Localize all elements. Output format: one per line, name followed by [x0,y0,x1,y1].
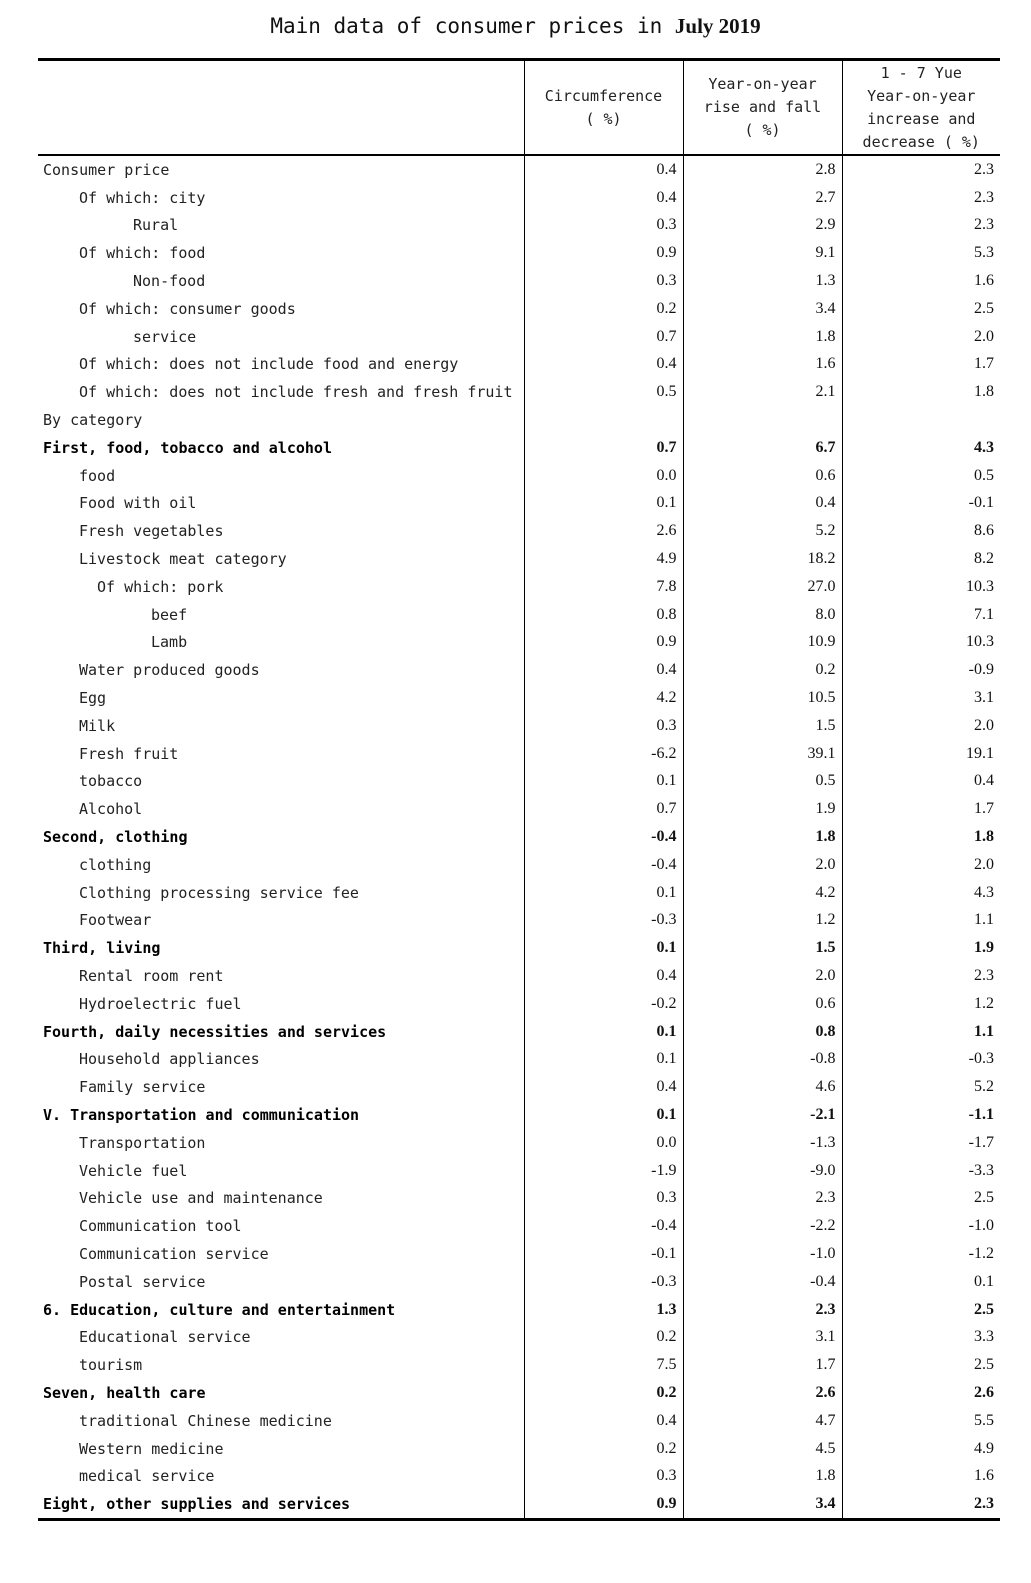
cell-month-on-month: 0.4 [524,351,683,379]
cell-month-on-month: 0.3 [524,712,683,740]
table-row [38,1184,1000,1212]
table-row [38,629,1000,657]
cell-year-on-year: 2.0 [683,962,842,990]
cell-year-on-year: 0.5 [683,768,842,796]
cell-ytd-year-on-year: 0.1 [842,1268,1000,1296]
cell-ytd-year-on-year: -3.3 [842,1157,1000,1185]
cell-year-on-year: 2.0 [683,851,842,879]
cell-month-on-month: 0.7 [524,323,683,351]
cell-ytd-year-on-year: 2.5 [842,1296,1000,1324]
table-row [38,656,1000,684]
header-year-on-year [683,60,842,156]
row-label: Non-food [133,272,206,291]
cell-month-on-month: 0.1 [524,490,683,518]
row-label: medical service [79,1467,215,1486]
cell-ytd-year-on-year: 5.2 [842,1073,1000,1101]
cell-year-on-year: 39.1 [683,740,842,768]
row-label: service [133,327,197,346]
row-label: Milk [79,716,116,735]
cell-year-on-year [683,406,842,434]
cell-year-on-year: 10.5 [683,684,842,712]
row-label: 6. Education, culture and entertainment [43,1300,396,1319]
cell-month-on-month: 0.2 [524,295,683,323]
cell-year-on-year: 0.4 [683,490,842,518]
cell-year-on-year: 4.5 [683,1435,842,1463]
cell-year-on-year: 5.2 [683,517,842,545]
header-line: ( %) [744,121,781,139]
cell-ytd-year-on-year: -1.1 [842,1101,1000,1129]
row-label: Second, clothing [43,828,188,847]
cell-year-on-year: 27.0 [683,573,842,601]
row-label: Communication tool [79,1217,242,1236]
cell-year-on-year: 3.1 [683,1323,842,1351]
table-row [38,990,1000,1018]
table-row [38,323,1000,351]
cell-year-on-year: 2.1 [683,378,842,406]
row-label: First, food, tobacco and alcohol [43,438,332,457]
table-row [38,1046,1000,1074]
cell-ytd-year-on-year: -1.7 [842,1129,1000,1157]
table-row [38,851,1000,879]
cell-ytd-year-on-year: -1.0 [842,1212,1000,1240]
table-row [38,1407,1000,1435]
cell-year-on-year: -9.0 [683,1157,842,1185]
table-row [38,490,1000,518]
cell-month-on-month: -0.4 [524,823,683,851]
cell-month-on-month: 0.7 [524,434,683,462]
cell-ytd-year-on-year: 2.0 [842,323,1000,351]
row-label: Third, living [43,939,161,958]
header-jan-jul [842,60,1000,156]
row-label: Egg [79,689,107,708]
cell-year-on-year: 1.8 [683,823,842,851]
cell-ytd-year-on-year: 4.9 [842,1435,1000,1463]
cell-month-on-month: 0.5 [524,378,683,406]
header-line: Year-on-year [867,86,976,105]
cell-month-on-month: 0.1 [524,1046,683,1074]
header-line: Year-on-year [708,75,817,93]
cell-ytd-year-on-year: 3.3 [842,1323,1000,1351]
cell-month-on-month: 0.4 [524,656,683,684]
cell-ytd-year-on-year: 0.4 [842,768,1000,796]
table-row [38,934,1000,962]
cell-month-on-month: 0.3 [524,212,683,240]
cell-ytd-year-on-year: 2.3 [842,155,1000,184]
table-row [38,795,1000,823]
cell-ytd-year-on-year: -1.2 [842,1240,1000,1268]
cell-year-on-year: -1.3 [683,1129,842,1157]
cell-ytd-year-on-year: 1.6 [842,267,1000,295]
row-label: Of which: does not include fresh and fresh fruit [79,383,513,402]
row-label: Fresh vegetables [79,522,224,541]
row-label: Livestock meat category [79,550,287,569]
row-label: Footwear [79,911,152,930]
cell-month-on-month: -6.2 [524,740,683,768]
cell-ytd-year-on-year: 1.2 [842,990,1000,1018]
table-row [38,1268,1000,1296]
cell-ytd-year-on-year: 5.3 [842,239,1000,267]
table-row [38,434,1000,462]
cell-ytd-year-on-year: 4.3 [842,879,1000,907]
cell-ytd-year-on-year: 2.3 [842,962,1000,990]
cell-ytd-year-on-year: 1.1 [842,1018,1000,1046]
row-label: Lamb [151,633,188,652]
table-row [38,1323,1000,1351]
cell-year-on-year: -0.4 [683,1268,842,1296]
cell-ytd-year-on-year: 10.3 [842,629,1000,657]
table-row [38,267,1000,295]
cell-ytd-year-on-year: 2.3 [842,212,1000,240]
table-row [38,155,1000,184]
cell-month-on-month: 0.7 [524,795,683,823]
row-label: Household appliances [79,1050,260,1069]
cell-ytd-year-on-year: 1.6 [842,1462,1000,1490]
table-row [38,462,1000,490]
cell-ytd-year-on-year: 2.0 [842,712,1000,740]
row-label: Of which: does not include food and energy [79,355,459,374]
table-row [38,712,1000,740]
cell-month-on-month [524,406,683,434]
table-row [38,1240,1000,1268]
cell-month-on-month: 0.4 [524,1073,683,1101]
header-line: increase and [867,109,976,128]
row-label: Transportation [79,1133,206,1152]
cell-month-on-month: 0.9 [524,629,683,657]
cell-ytd-year-on-year: 1.8 [842,378,1000,406]
row-label: Of which: consumer goods [79,299,296,318]
cell-month-on-month: 0.0 [524,462,683,490]
row-label: By category [43,411,143,430]
cell-year-on-year: 0.2 [683,656,842,684]
title-emphasis: July 2019 [674,14,761,38]
row-label: traditional Chinese medicine [79,1411,332,1430]
header-line: rise and fall [703,98,822,116]
page-title [0,14,1031,39]
cell-ytd-year-on-year: 2.0 [842,851,1000,879]
cell-year-on-year: 2.8 [683,155,842,184]
cell-year-on-year: 1.2 [683,907,842,935]
row-label: Hydroelectric fuel [79,994,242,1013]
row-label: Clothing processing service fee [79,883,359,902]
table-row [38,239,1000,267]
cell-ytd-year-on-year: 7.1 [842,601,1000,629]
row-label: V. Transportation and communication [43,1105,360,1124]
cell-month-on-month: 4.2 [524,684,683,712]
cell-year-on-year: 2.6 [683,1379,842,1407]
table-row [38,1212,1000,1240]
cell-ytd-year-on-year: 2.5 [842,1351,1000,1379]
table-row [38,879,1000,907]
cell-ytd-year-on-year: 1.8 [842,823,1000,851]
cell-month-on-month: 0.8 [524,601,683,629]
table-row [38,184,1000,212]
cell-year-on-year: 1.3 [683,267,842,295]
cell-ytd-year-on-year: -0.9 [842,656,1000,684]
cell-ytd-year-on-year: 1.7 [842,351,1000,379]
cell-ytd-year-on-year: -0.1 [842,490,1000,518]
cell-ytd-year-on-year: 3.1 [842,684,1000,712]
cell-ytd-year-on-year: 1.7 [842,795,1000,823]
cell-year-on-year: 18.2 [683,545,842,573]
cell-year-on-year: 8.0 [683,601,842,629]
row-label: Postal service [79,1272,206,1291]
row-label: beef [151,605,188,624]
cell-month-on-month: 0.1 [524,1101,683,1129]
cell-ytd-year-on-year: 4.3 [842,434,1000,462]
cell-year-on-year: 1.8 [683,1462,842,1490]
row-label: Fourth, daily necessities and services [43,1022,387,1041]
row-label: tourism [79,1356,143,1375]
cell-month-on-month: 0.9 [524,1490,683,1519]
cell-month-on-month: -0.3 [524,907,683,935]
cell-ytd-year-on-year: 2.5 [842,295,1000,323]
header-circumference [524,60,683,156]
header-line: ( %) [585,109,622,128]
cell-month-on-month: 0.3 [524,1184,683,1212]
cell-month-on-month: 0.4 [524,1407,683,1435]
cell-year-on-year: 2.7 [683,184,842,212]
cell-year-on-year: 2.3 [683,1296,842,1324]
table-row [38,1296,1000,1324]
row-label: Rural [133,216,179,235]
row-label: clothing [79,855,152,874]
table-row [38,1351,1000,1379]
cell-year-on-year: -0.8 [683,1046,842,1074]
table-row [38,1435,1000,1463]
table-row [38,517,1000,545]
cell-month-on-month: 0.2 [524,1435,683,1463]
cell-month-on-month: 0.1 [524,1018,683,1046]
cell-ytd-year-on-year: 10.3 [842,573,1000,601]
cell-month-on-month: 0.1 [524,879,683,907]
cell-month-on-month: 0.4 [524,184,683,212]
cell-ytd-year-on-year: 2.5 [842,1184,1000,1212]
cell-month-on-month: 7.8 [524,573,683,601]
row-label: Vehicle use and maintenance [79,1189,323,1208]
row-label: Of which: food [79,244,206,263]
cell-month-on-month: 0.9 [524,239,683,267]
table-row [38,740,1000,768]
row-label: Water produced goods [79,661,260,680]
table-row [38,1490,1000,1519]
cell-month-on-month: -0.3 [524,1268,683,1296]
header-line: decrease ( %) [862,132,980,151]
table-row [38,1129,1000,1157]
table-row [38,823,1000,851]
cell-year-on-year: 1.7 [683,1351,842,1379]
table-header-row [38,60,1000,156]
table-row [38,545,1000,573]
cell-ytd-year-on-year: 8.2 [842,545,1000,573]
table-row [38,1462,1000,1490]
cell-month-on-month: -0.4 [524,851,683,879]
table-row [38,1379,1000,1407]
row-label: Eight, other supplies and services [38,1490,524,1519]
cell-year-on-year: -2.2 [683,1212,842,1240]
cell-year-on-year: 0.8 [683,1018,842,1046]
table-row [38,295,1000,323]
row-label: Consumer price [43,160,170,179]
header-item [38,60,524,156]
table-row [38,351,1000,379]
row-label: food [79,466,116,485]
cell-month-on-month: 7.5 [524,1351,683,1379]
table-row [38,1018,1000,1046]
cell-ytd-year-on-year: 2.3 [842,184,1000,212]
cell-year-on-year: 2.9 [683,212,842,240]
cell-year-on-year: 4.6 [683,1073,842,1101]
table-row [38,406,1000,434]
table-row [38,601,1000,629]
table-row [38,1157,1000,1185]
row-label: Seven, health care [43,1383,206,1402]
table-row [38,573,1000,601]
cell-ytd-year-on-year: 1.1 [842,907,1000,935]
table-row [38,907,1000,935]
cell-year-on-year: 0.6 [683,990,842,1018]
row-label: Communication service [79,1244,269,1263]
table-row [38,768,1000,796]
cell-month-on-month: -1.9 [524,1157,683,1185]
row-label: Food with oil [79,494,197,513]
cell-ytd-year-on-year: 19.1 [842,740,1000,768]
table-row [38,684,1000,712]
cell-year-on-year: 3.4 [683,295,842,323]
cell-month-on-month: -0.4 [524,1212,683,1240]
cell-year-on-year: 1.6 [683,351,842,379]
cell-month-on-month: 0.3 [524,1462,683,1490]
table-row [38,1073,1000,1101]
row-label: Western medicine [79,1439,224,1458]
row-label: Of which: pork [97,577,224,596]
cell-ytd-year-on-year: 2.6 [842,1379,1000,1407]
table-row [38,378,1000,406]
cell-ytd-year-on-year: 1.9 [842,934,1000,962]
cell-year-on-year: 1.5 [683,712,842,740]
row-label: Of which: city [79,188,206,207]
cell-ytd-year-on-year: 5.5 [842,1407,1000,1435]
cell-year-on-year: 1.9 [683,795,842,823]
cell-month-on-month: -0.2 [524,990,683,1018]
cell-year-on-year: 9.1 [683,239,842,267]
cell-ytd-year-on-year: 8.6 [842,517,1000,545]
cell-month-on-month: 2.6 [524,517,683,545]
header-line: Circumference [544,86,663,105]
row-label: Family service [79,1078,206,1097]
cell-year-on-year: -1.0 [683,1240,842,1268]
cell-year-on-year: 3.4 [683,1490,842,1519]
row-label: Educational service [79,1328,251,1347]
table-row [38,962,1000,990]
cell-year-on-year: 4.7 [683,1407,842,1435]
cell-year-on-year: 1.5 [683,934,842,962]
cell-year-on-year: 2.3 [683,1184,842,1212]
cell-year-on-year: 6.7 [683,434,842,462]
cell-ytd-year-on-year [842,406,1000,434]
title-prefix: Main data of consumer prices in [270,14,675,38]
cell-year-on-year: 0.6 [683,462,842,490]
header-line: 1 - 7 Yue [880,63,962,82]
cell-month-on-month: 0.4 [524,155,683,184]
row-label: Rental room rent [79,967,224,985]
table-row [38,1101,1000,1129]
cell-year-on-year: 4.2 [683,879,842,907]
cell-ytd-year-on-year: 2.3 [842,1490,1000,1519]
cell-ytd-year-on-year: -0.3 [842,1046,1000,1074]
cpi-table [38,58,1000,1521]
cell-year-on-year: 1.8 [683,323,842,351]
cell-year-on-year: 10.9 [683,629,842,657]
cell-month-on-month: -0.1 [524,1240,683,1268]
row-label: Vehicle fuel [79,1161,188,1180]
cell-month-on-month: 0.3 [524,267,683,295]
row-label: tobacco [79,772,143,791]
cell-month-on-month: 0.4 [524,962,683,990]
cell-month-on-month: 4.9 [524,545,683,573]
cell-month-on-month: 0.2 [524,1379,683,1407]
cell-month-on-month: 1.3 [524,1296,683,1324]
cell-ytd-year-on-year: 0.5 [842,462,1000,490]
cell-month-on-month: 0.1 [524,934,683,962]
row-label: Alcohol [79,800,143,819]
row-label: Fresh fruit [79,744,179,763]
cell-year-on-year: -2.1 [683,1101,842,1129]
cell-month-on-month: 0.2 [524,1323,683,1351]
cell-month-on-month: 0.1 [524,768,683,796]
cell-month-on-month: 0.0 [524,1129,683,1157]
table-row [38,212,1000,240]
